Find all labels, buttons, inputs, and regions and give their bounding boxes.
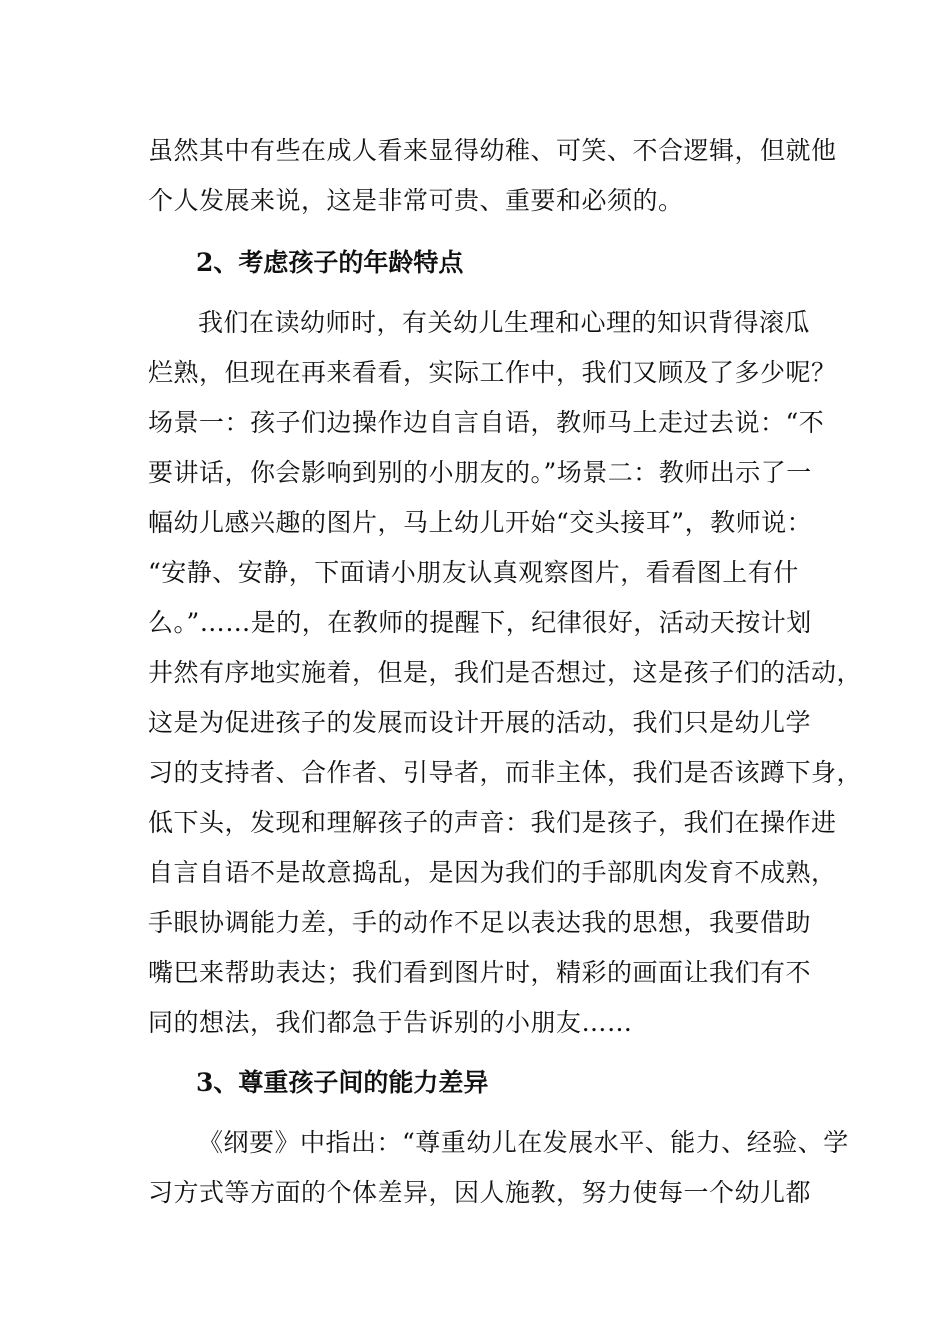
section-heading-2: 2、考虑孩子的年龄特点 — [196, 248, 464, 277]
paragraph-3 — [148, 1118, 849, 1218]
paragraph-line: “安静、安静，下面请小朋友认真观察图片，看看图上有什 — [148, 558, 799, 587]
paragraph-line: 井然有序地实施着，但是，我们是否想过，这是孩子们的活动， — [148, 658, 863, 687]
paragraph-line: 《纲要》中指出：“尊重幼儿在发展水平、能力、经验、学 — [198, 1128, 849, 1157]
paragraph-line: 么。”……是的，在教师的提醒下，纪律很好，活动天按计划 — [148, 608, 812, 637]
paragraph-line: 幅幼儿感兴趣的图片，马上幼儿开始“交头接耳”，教师说： — [148, 508, 813, 537]
paragraph-line: 个人发展来说，这是非常可贵、重要和必须的。 — [148, 186, 684, 215]
paragraph-line: 烂熟，但现在再来看看，实际工作中，我们又顾及了多少呢？ — [148, 358, 837, 387]
section-heading-3: 3、尊重孩子间的能力差异 — [196, 1068, 489, 1097]
paragraph-line: 自言自语不是故意捣乱，是因为我们的手部肌肉发育不成熟， — [148, 858, 837, 887]
paragraph-line: 低下头，发现和理解孩子的声音：我们是孩子，我们在操作进 — [148, 808, 837, 837]
paragraph-line: 同的想法，我们都急于告诉别的小朋友…… — [148, 1008, 633, 1037]
paragraph-line: 嘴巴来帮助表达；我们看到图片时，精彩的画面让我们有不 — [148, 958, 812, 987]
paragraph-line: 要讲话，你会影响到别的小朋友的。”场景二：教师出示了一 — [148, 458, 812, 487]
paragraph-line: 手眼协调能力差，手的动作不足以表达我的思想，我要借助 — [148, 908, 812, 937]
paragraph-1 — [148, 126, 837, 226]
paragraph-line: 场景一：孩子们边操作边自言自语，教师马上走过去说：“不 — [148, 408, 825, 437]
paragraph-line: 我们在读幼师时，有关幼儿生理和心理的知识背得滚瓜 — [198, 308, 811, 337]
paragraph-line: 习方式等方面的个体差异，因人施教，努力使每一个幼儿都 — [148, 1178, 812, 1207]
paragraph-2 — [148, 298, 863, 1048]
paragraph-line: 虽然其中有些在成人看来显得幼稚、可笑、不合逻辑，但就他 — [148, 136, 837, 165]
paragraph-line: 习的支持者、合作者、引导者，而非主体，我们是否该蹲下身， — [148, 758, 863, 787]
paragraph-line: 这是为促进孩子的发展而设计开展的活动，我们只是幼儿学 — [148, 708, 812, 737]
